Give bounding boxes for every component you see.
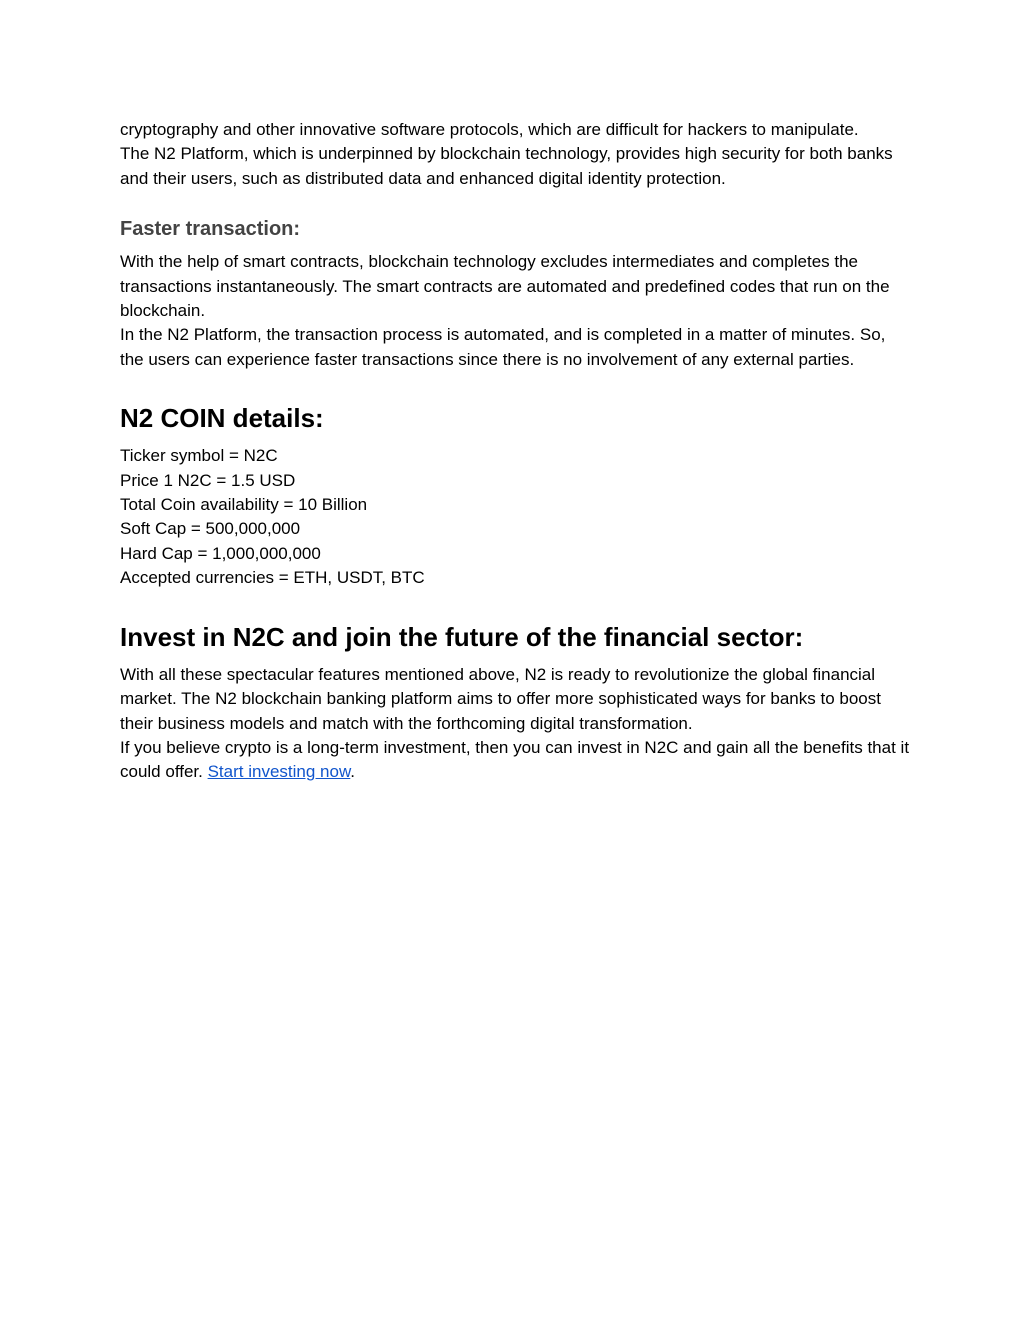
invest-paragraph-1: With all these spectacular features mentioned above, N2 is ready to revolutionize the global financial market. The N2 blockchain banking platform aims to offer more sophisticated ways for banks to boost their business models and match with the forthcoming digital transformation. <box>120 664 881 733</box>
coin-detail-soft-cap: Soft Cap = 500,000,000 <box>120 519 301 539</box>
invest-paragraph-2-text: If you believe crypto is a long-term investment, then you can invest in N2C and gain all the benefits that it could offer. <box>120 737 910 782</box>
coin-detail-ticker: Ticker symbol = N2C <box>120 446 278 466</box>
intro-paragraph-2: The N2 Platform, which is underpinned by blockchain technology, provides high security for both banks and their users, such as distributed data and enhanced digital identity protection. <box>120 144 893 188</box>
invest-paragraph-2-period: . <box>350 762 356 782</box>
document-page <box>120 118 910 785</box>
faster-transaction-heading: Faster transaction: <box>120 218 301 241</box>
coin-detail-hard-cap: Hard Cap = 1,000,000,000 <box>120 543 321 563</box>
coin-details-heading: N2 COIN details: <box>120 403 324 434</box>
invest-paragraph-2 <box>120 736 910 785</box>
faster-transaction-paragraph-1: With the help of smart contracts, blockchain technology excludes intermediates and completes the transactions instantaneously. The smart contracts are automated and predefined codes that run on the blockchain. <box>120 252 890 321</box>
faster-transaction-paragraph-2: In the N2 Platform, the transaction process is automated, and is completed in a matter of minutes. So, the users can experience faster transactions since there is no involvement of any external parties. <box>120 325 886 369</box>
coin-detail-total-availability: Total Coin availability = 10 Billion <box>120 495 368 515</box>
intro-paragraph-1: cryptography and other innovative software protocols, which are difficult for hackers to manipulate. <box>120 120 859 139</box>
start-investing-link[interactable]: Start investing now <box>207 762 351 782</box>
invest-heading: Invest in N2C and join the future of the financial sector: <box>120 621 804 652</box>
coin-details-list <box>120 444 910 590</box>
coin-detail-accepted-currencies: Accepted currencies = ETH, USDT, BTC <box>120 568 425 588</box>
coin-detail-price: Price 1 N2C = 1.5 USD <box>120 470 296 490</box>
